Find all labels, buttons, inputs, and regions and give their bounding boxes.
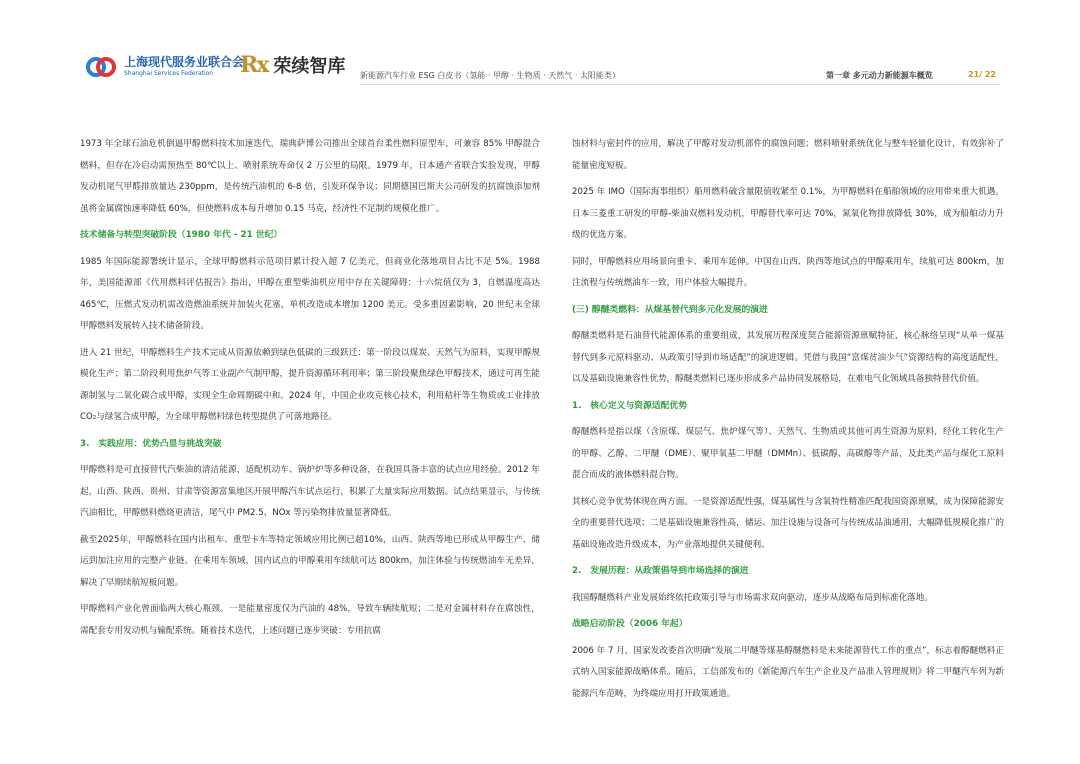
paragraph: 进入 21 世纪，甲醇燃料生产技术完成从资源依赖到绿色低碳的三级跃迁：第一阶段以煤炭、天然气为原料，实现甲醇规模化生产；第二阶段利用焦炉气等工业副产气制甲醇，提升资源循环利用率；第三阶段聚焦绿色甲醇技术，通过可再生能源制氢与二氧化碳合成甲醇，实现全生命周期碳中和。2024 年，中国企业攻克核心技术，利用秸秆等生物质或工业排放 CO₂与绿氢合成甲醇，为全球甲醇燃料绿色转型提供了可落地路径。 xyxy=(80,347,540,422)
brand-name: 荣续智库 xyxy=(273,56,346,77)
section-heading: (三) 醇醚类燃料：从煤基替代到多元化发展的演进 xyxy=(572,304,768,315)
header-divider xyxy=(360,84,1000,85)
section-heading: 战略启动阶段（2006 年起） xyxy=(572,619,688,629)
paragraph: 2025 年 IMO（国际海事组织）船用燃料硫含量限值收紧至 0.1%，为甲醇燃料在船舶领域的应用带来重大机遇。日本三菱重工研发的甲醇-柴油双燃料发动机，甲醇替代率可达 70%，氮氧化物排放降低 30%，成为船舶动力升级的优选方案。 xyxy=(572,187,1004,240)
right-column xyxy=(572,134,1004,710)
org-logo-mark-icon xyxy=(86,52,118,78)
left-column xyxy=(80,134,540,647)
section-heading: 3. 实践应用：优势凸显与挑战突破 xyxy=(80,438,222,449)
section-heading: 技术储备与转型突破阶段（1980 年代 - 21 世纪） xyxy=(80,230,283,240)
paragraph: 醇醚燃料是指以煤（含原煤、煤层气、焦炉煤气等）、天然气、生物质或其他可再生资源为原料，经化工转化生产的甲醇、乙醇、二甲醚（DME）、聚甲氧基二甲醚（DMMn）、低碳醇、高碳醇等产品，及此类产品与煤化工原料混合而成的液体燃料混合物。 xyxy=(572,427,1004,480)
org-name-en: Shanghai Services Federation xyxy=(124,70,214,77)
page-number: 21/ 22 xyxy=(968,70,996,79)
chapter-title: 第一章 多元动力新能源车概览 xyxy=(826,71,933,80)
document-title: 新能源汽车行业 ESG 白皮书（氢能 · 甲醇 · 生物质 · 天然气 · 太阳能类） xyxy=(360,71,620,80)
paragraph: 1985 年国际能源署统计显示，全球甲醇燃料示范项目累计投入超 7 亿美元，但商业化落地项目占比不足 5%。1988 年，美国能源部《代用燃料评估报告》指出，甲醇在重型柴油机应用中存在关键障碍：十六烷值仅为 3，自燃温度高达 465℃，压燃式发动机需改造燃油系统并加装火花塞，单机改造成本增加 1200 美元。受多重因素影响，20 世纪末全球甲醇燃料发展转入技术储备阶段。 xyxy=(80,256,540,331)
paragraph: 2006 年 7 月，国家发改委首次明确“发展二甲醚等煤基醇醚燃料是未来能源替代工作的重点”，标志着醇醚燃料正式纳入国家能源战略体系。随后，工信部发布的《新能源汽车生产企业及产品准入管理规则》将二甲醚汽车列为新能源汽车范畴，为终端应用打开政策通道。 xyxy=(572,645,1004,699)
paragraph: 截至2025年，甲醇燃料在国内出租车、重型卡车等特定领域应用比例已超10%，山西、陕西等地已形成从甲醇生产、储运到加注应用的完整产业链。在乘用车领域，国内试点的甲醇乘用车续航可达 800km，加注体验与传统燃油车无差异，解决了早期续航短板问题。 xyxy=(80,534,540,588)
paragraph: 1973 年全球石油危机倒逼甲醇燃料技术加速迭代，瑞典萨博公司推出全球首台柔性燃料原型车，可兼容 85% 甲醇混合燃料，但存在冷启动需预热至 80℃以上、喷射系统寿命仅 2 万公里的局限。1979 年，日本通产省联合实验发现，甲醇发动机尾气甲醛排放量达 230ppm，是传统汽油机的 6-8 倍，引发环保争议；同期德国巴斯夫公司研发的抗腐蚀添加剂虽将金属腐蚀速率降低 60%，但使燃料成本每升增加 0.15 马克，经济性不足制约规模化推广。 xyxy=(80,139,540,214)
paragraph: 醇醚类燃料是石油替代能源体系的重要组成，其发展历程深度契合能源资源禀赋特征，核心脉络呈现“从单一煤基替代到多元原料驱动、从政策引导到市场适配”的演进逻辑。凭借与我国“富煤贫油少气”资源结构的高度适配性，以及基础设施兼容性优势，醇醚类燃料已逐步形成多产品协同发展格局，在难电气化领域具备独特替代价值。 xyxy=(572,331,1004,384)
brand-mark-icon: Rx xyxy=(240,52,268,78)
paragraph: 其核心竞争优势体现在两方面。一是资源适配性强，煤基属性与含氧特性精准匹配我国资源禀赋，成为保障能源安全的重要替代选项；二是基础设施兼容性高，储运、加注设施与设备可与传统成品油通用，大幅降低规模化推广的基础设施改造升级成本，为产业落地提供关键便利。 xyxy=(572,496,1004,550)
paragraph: 甲醇燃料是可直接替代汽柴油的清洁能源，适配机动车、锅炉炉等多种设备，在我国具备丰富的试点应用经验。2012 年起，山西、陕西、贵州、甘肃等资源富集地区开展甲醇汽车试点运行，积累了大量实际应用数据。试点结果显示，与传统汽油相比，甲醇燃料燃烧更清洁，尾气中 PM2.5、NOx 等污染物排放量显著降低。 xyxy=(80,465,540,518)
brand-logo xyxy=(240,52,345,78)
org-logo xyxy=(86,52,244,78)
paragraph: 甲醇燃料产业化曾面临两大核心瓶颈。一是能量密度仅为汽油的 48%，导致车辆续航短；二是对金属材料存在腐蚀性，需配套专用发动机与输配系统。随着技术迭代，上述问题已逐步突破：专用抗腐 xyxy=(80,604,540,636)
section-heading: 2. 发展历程：从政策倡导到市场选择的演进 xyxy=(572,566,749,576)
section-heading: 1. 核心定义与资源适配优势 xyxy=(572,400,688,411)
org-name: 上海现代服务业联合会 xyxy=(124,55,245,69)
paragraph: 我国醇醚燃料产业发展始终依托政策引导与市场需求双向驱动，逐步从战略布局到标准化落地。 xyxy=(572,592,933,603)
paragraph: 蚀材料与密封件的应用，解决了甲醇对发动机部件的腐蚀问题；燃料喷射系统优化与整车轻量化设计，有效弥补了能量密度短板。 xyxy=(572,139,1004,171)
page-header xyxy=(0,0,1080,100)
paragraph: 同时，甲醇燃料应用场景向重卡、乘用车延伸。中国在山西、陕西等地试点的甲醇乘用车，续航可达 800km，加注流程与传统燃油车一致，用户体验大幅提升。 xyxy=(572,256,1004,288)
